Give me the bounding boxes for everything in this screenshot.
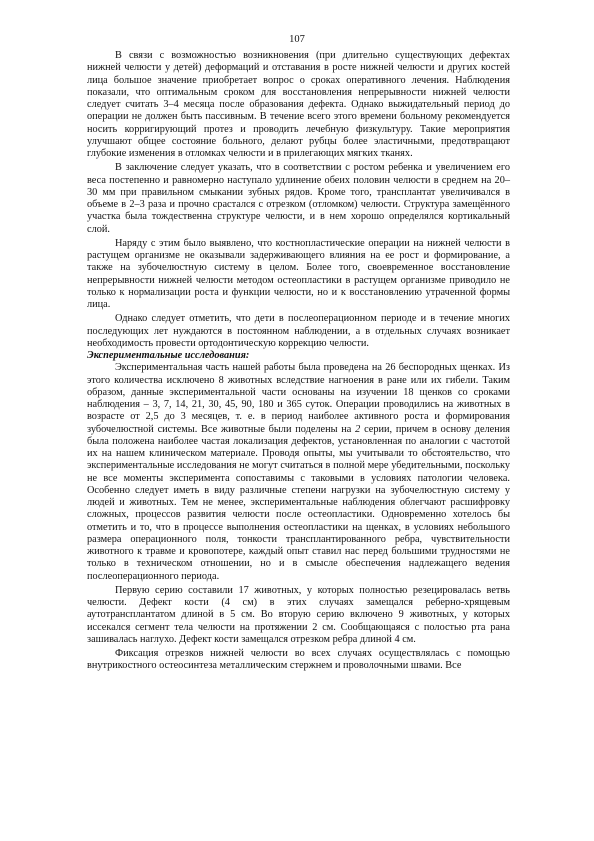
page-number: 107 bbox=[289, 34, 305, 45]
paragraph-first-series: Первую серию составили 17 животных, у которых полностью резецировалась ветвь челюсти. Дефект кости (4 см) в этих случаях замещался реберно-хрящевым аутотрансплантатом длиной в 5 см. Во вторую серию включено 9 животных, у которых иссекался сегмент тела челюсти на протяжении 2 см. Сообщающаяся с полостью рта рана зашивалась наглухо. Дефект кости замещался отрезком ребра длиной 4 см. bbox=[87, 584, 510, 645]
paragraph-experimental-work-part1: Экспериментальная часть нашей работы была проведена на 26 беспородных щенках. Из этого количества исключено 8 животных вследствие нагноения в ране или их гибели. Таким образом, данные экспериментальной части основаны на изучении 18 щенков со сроками наблюдения – 3, 7, 14, 21, 30, 45, 90, 180 и 365 суток. Операции проводились на животных в возрасте от 2,5 до 3 месяцев, т. е. в период наиболее активного роста и формирования зубочелюстной системы. Все животные были поделены на bbox=[87, 362, 510, 435]
section-heading-experimental: Экспериментальные исследования: bbox=[87, 350, 250, 361]
paragraph-fixation: Фиксация отрезков нижней челюсти во всех случаях осуществлялась с помощью внутрикостного остеосинтеза металлическим стержнем и проволочными швами. Все bbox=[87, 648, 510, 672]
paragraph-growth-deformation: В связи с возможностью возникновения (при длительно существующих дефектах нижней челюсти у детей) деформаций и отставания в росте нижней челюсти и других костей лица большое значение приобретает вопрос о сроках оперативного лечения. Наблюдения показали, что оптимальным сроком для восстановления непрерывности нижней челюсти следует считать 3–4 месяца после образования дефекта. Однако выжидательный период до операции не должен быть пассивным. В течение всего этого времени больному рекомендуется носить корригирующий протез и проводить лечебную физкультуру. Такие мероприятия улучшают общее состояние больного, делают рубцы более эластичными, предотвращают глубокие изменения в отломках челюсти и в прилегающих мягких тканях. bbox=[87, 50, 510, 159]
body-text bbox=[87, 50, 510, 673]
paragraph-osteoplasty-findings: Наряду с этим было выявлено, что костнопластические операции на нижней челюсти в растущем организме не оказывали задерживающего влияния на ее рост и формирование, а также на зубочелюстную систему в целом. Более того, своевременное восстановление непрерывности нижней челюсти методом остеопластики в растущем организме приводило не только к нормализации роста и функции челюсти, но и к восстановлению утраченной формы лица. bbox=[87, 237, 510, 310]
paragraph-postoperative-observation: Однако следует отметить, что дети в послеоперационном периоде и в течение многих последующих лет нуждаются в постоянном наблюдении, а в отдельных случаях возникает необходимость провести ортодонтическую коррекцию челюсти. bbox=[87, 313, 510, 349]
paragraph-experimental-work-part2: серии, причем в основу деления была положена наиболее частая локализация дефектов, установленная по аналогии с частотой их на нашем клиническом материале. Проводя опыты, мы учитывали то обстоятельство, что экспериментальные исследования не могут считаться в полной мере убедительными, поскольку не все моменты эксперимента сопоставимы с таковыми в условиях патологии человека. Особенно следует иметь в виду различные степени нагрузки на зубочелюстную систему у людей и животных. Тем не менее, экспериментальные наблюдения облегчают расшифровку сложных, процессов развития челюсти после остеопластики. Одновременно хотелось бы отметить и то, что в процессе выполнения остеопластики на щенках, в условиях небольшого размера операционного поля, тонкости трансплантированного ребра, чувствительности животного к травме и кровопотере, каждый опыт ставил нас перед большими трудностями не только в техническом отношении, но и в смысле обеспечения надлежащего ведения послеоперационного периода. bbox=[87, 423, 510, 582]
paragraph-conclusion: В заключение следует указать, что в соответствии с ростом ребенка и увеличением его веса постепенно и равномерно наступало удлинение обеих половин челюсти в среднем на 20–30 мм при правильном смыкании зубных рядов. Кроме того, трансплантат увеличивался в объеме в 2–3 раза и прочно срастался с отрезком (отломком) челюсти. Структура замещённого участка была тождественна структуре челюсти, и в нем хорошо определялся кортикальный слой. bbox=[87, 162, 510, 235]
paragraph-experimental-work bbox=[87, 362, 510, 583]
series-count-emphasis: 2 bbox=[355, 423, 361, 435]
